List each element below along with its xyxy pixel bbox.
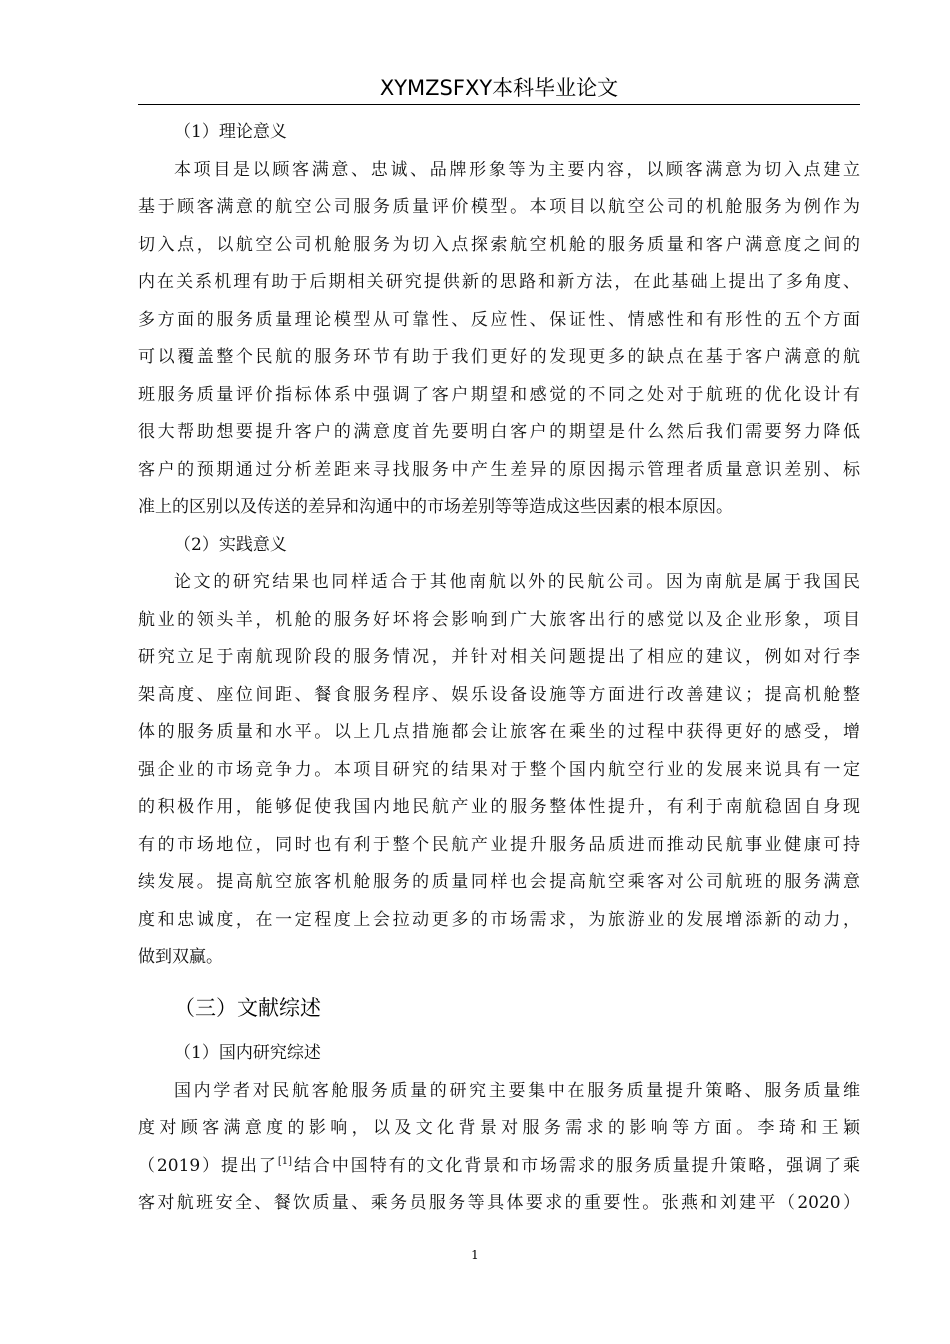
paragraph-line: 航业的领头羊，机舱的服务好坏将会影响到广大旅客出行的感觉以及企业形象，项目 bbox=[138, 609, 860, 630]
citation-year-text: （2019）提出了 bbox=[138, 1155, 278, 1176]
paragraph-line: 论文的研究结果也同样适合于其他南航以外的民航公司。因为南航是属于我国民 bbox=[174, 572, 860, 592]
paragraph-line: 体的服务质量和水平。以上几点措施都会让旅客在乘坐的过程中获得更好的感受，增 bbox=[138, 722, 860, 742]
paragraph-line: 研究立足于南航现阶段的服务情况，并针对相关问题提出了相应的建议，例如对行李 bbox=[138, 647, 860, 667]
page-number: 1 bbox=[471, 1248, 479, 1262]
paragraph-line: 的积极作用，能够促使我国内地民航产业的服务整体性提升，有利于南航稳固自身现 bbox=[138, 797, 860, 817]
practice-heading: （2）实践意义 bbox=[174, 534, 287, 555]
literature-review-heading: （三）文献综述 bbox=[174, 995, 321, 1020]
paragraph-line: 本项目是以顾客满意、忠诚、品牌形象等为主要内容，以顾客满意为切入点建立 bbox=[174, 159, 860, 180]
paragraph-line: 客户的预期通过分析差距来寻找服务中产生差异的原因揭示管理者质量意识差别、标 bbox=[138, 459, 860, 480]
paragraph-line: 度对顾客满意度的影响，以及文化背景对服务需求的影响等方面。李琦和王颖 bbox=[138, 1118, 860, 1138]
theory-heading: （1）理论意义 bbox=[174, 122, 287, 142]
paragraph-line: 国内学者对民航客舱服务质量的研究主要集中在服务质量提升策略、服务质量维 bbox=[174, 1080, 860, 1101]
paragraph-line: 切入点，以航空公司机舱服务为切入点探索航空机舱的服务质量和客户满意度之间的 bbox=[138, 234, 860, 255]
paragraph-line: 度和忠诚度，在一定程度上会拉动更多的市场需求，为旅游业的发展增添新的动力， bbox=[138, 909, 860, 930]
paragraph-line: 架高度、座位间距、餐食服务程序、娱乐设备设施等方面进行改善建议；提高机舱整 bbox=[138, 684, 860, 705]
domestic-review-heading: （1）国内研究综述 bbox=[174, 1042, 321, 1063]
paragraph-line: 内在关系机理有助于后期相关研究提供新的思路和新方法，在此基础上提出了多角度、 bbox=[138, 272, 860, 292]
paragraph-line: 基于顾客满意的航空公司服务质量评价模型。本项目以航空公司的机舱服务为例作为 bbox=[138, 197, 860, 217]
citation-follow-text: 结合中国特有的文化背景和市场需求的服务质量提升策略，强调了乘 bbox=[292, 1155, 860, 1176]
paragraph-line: 准上的区别以及传送的差异和沟通中的市场差别等等造成这些因素的根本原因。 bbox=[138, 497, 733, 517]
paragraph-line: 很大帮助想要提升客户的满意度首先要明白客户的期望是什么然后我们需要努力降低 bbox=[138, 422, 860, 442]
body-text bbox=[138, 114, 860, 1223]
paragraph-line: 可以覆盖整个民航的服务环节有助于我们更好的发现更多的缺点在基于客户满意的航 bbox=[138, 347, 860, 367]
paragraph-line: 做到双赢。 bbox=[138, 947, 223, 967]
practice-paragraph bbox=[138, 564, 860, 977]
domestic-review-paragraph bbox=[138, 1073, 860, 1223]
header-divider bbox=[138, 104, 860, 105]
paragraph-line: 客对航班安全、餐饮质量、乘务员服务等具体要求的重要性。张燕和刘建平（2020） bbox=[138, 1193, 860, 1213]
paragraph-line: 班服务质量评价指标体系中强调了客户期望和感觉的不同之处对于航班的优化设计有 bbox=[138, 384, 860, 405]
citation-reference[interactable]: [1] bbox=[277, 1155, 293, 1167]
paragraph-line: 续发展。提高航空旅客机舱服务的质量同样也会提高航空乘客对公司航班的服务满意 bbox=[138, 872, 860, 892]
theory-paragraph bbox=[138, 152, 860, 527]
paragraph-line: 多方面的服务质量理论模型从可靠性、反应性、保证性、情感性和有形性的五个方面 bbox=[138, 309, 860, 330]
paragraph-line: 有的市场地位，同时也有利于整个民航产业提升服务品质进而推动民航事业健康可持 bbox=[138, 834, 860, 855]
paragraph-line bbox=[138, 1148, 860, 1186]
paragraph-line: 强企业的市场竞争力。本项目研究的结果对于整个国内航空行业的发展来说具有一定 bbox=[138, 759, 860, 780]
page-header-title: XYMZSFXY本科毕业论文 bbox=[379, 76, 619, 100]
